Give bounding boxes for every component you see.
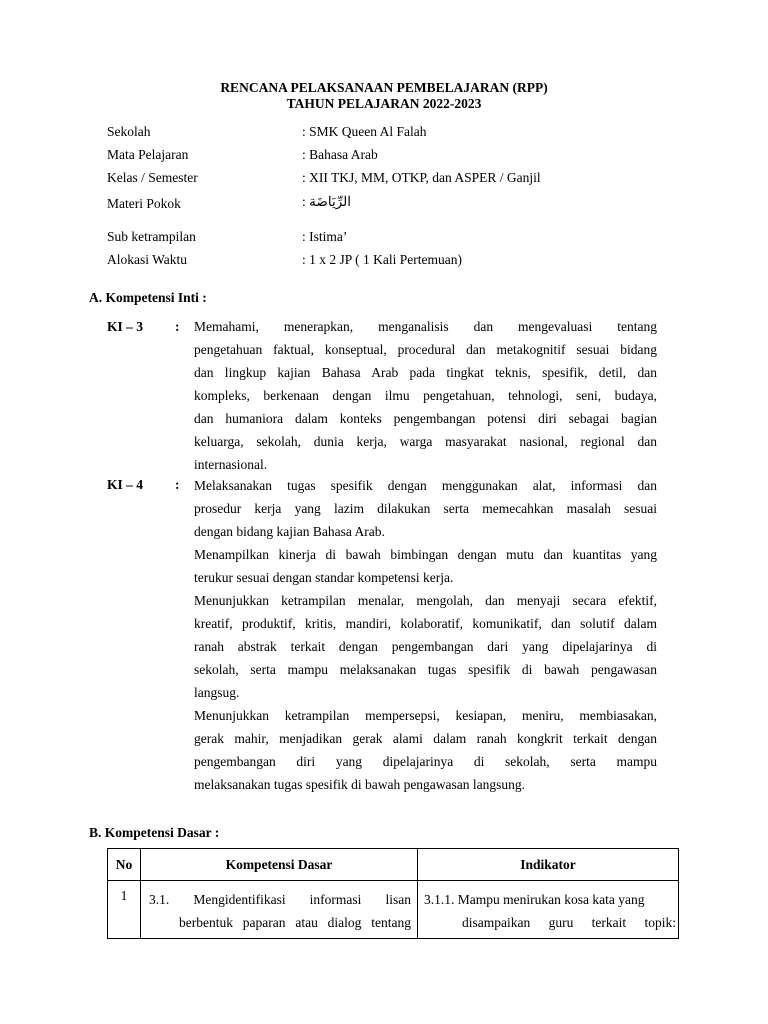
ki4-colon: : xyxy=(175,477,180,492)
ki4-line: pengembangan diri yang dipelajarinya di sekolah, serta mampu xyxy=(194,754,657,769)
document-subtitle: TAHUN PELAJARAN 2022-2023 xyxy=(286,96,482,111)
document-title: RENCANA PELAKSANAAN PEMBELAJARAN (RPP) xyxy=(220,80,548,95)
info-label-alokasi-waktu: Alokasi Waktu xyxy=(107,252,188,267)
ki4-line: ranah abstrak terkait dengan pengembangan dari yang dipelajarinya di xyxy=(194,639,657,654)
table-row xyxy=(108,881,679,939)
ki4-line: sekolah, serta mampu melaksanakan tugas spesifik di bawah pengawasan xyxy=(194,662,657,677)
info-value-kelas-semester: : XII TKJ, MM, OTKP, dan ASPER / Ganjil xyxy=(302,170,541,185)
indikator-cell xyxy=(418,881,679,939)
ki4-line: terukur sesuai dengan standar kompetensi kerja. xyxy=(194,570,454,585)
info-label-sekolah: Sekolah xyxy=(107,124,151,139)
ki4-line: Menunjukkan ketrampilan menalar, mengolah, dan menyaji secara efektif, xyxy=(194,593,657,608)
ki4-line: kreatif, produktif, kritis, mandiri, kolaboratif, komunikatif, dan solutif dalam xyxy=(194,616,657,631)
kompetensi-dasar-cell xyxy=(141,881,418,939)
column-header-indikator: Indikator xyxy=(418,849,679,881)
ki3-colon: : xyxy=(175,319,180,334)
section-b-heading: B. Kompetensi Dasar : xyxy=(89,825,220,840)
info-label-sub-ketrampilan: Sub ketrampilan xyxy=(107,229,196,244)
ki4-label: KI – 4 xyxy=(107,477,144,492)
column-header-no: No xyxy=(108,849,141,881)
ki3-text xyxy=(194,315,657,476)
ki4-line: Menampilkan kinerja di bawah bimbingan dengan mutu dan kuantitas yang xyxy=(194,547,657,562)
info-value-alokasi-waktu: : 1 x 2 JP ( 1 Kali Pertemuan) xyxy=(302,252,462,267)
ki4-line: gerak mahir, menjadikan gerak alami dalam ranah kongkrit terkait dengan xyxy=(194,731,657,746)
indikator-line: disampaikan guru terkait topik: xyxy=(462,915,676,930)
row-number: 1 xyxy=(108,881,141,939)
ki3-line: kompleks, berkenaan dengan ilmu pengetahuan, tehnologi, seni, budaya, xyxy=(194,388,657,403)
kd-line: 3.1. Mengidentifikasi informasi lisan xyxy=(149,892,411,907)
info-value-sekolah: : SMK Queen Al Falah xyxy=(302,124,427,139)
section-a-heading: A. Kompetensi Inti : xyxy=(89,290,207,305)
ki4-line: melaksanakan tugas spesifik di bawah pengawasan langsung. xyxy=(194,777,526,792)
ki3-line: keluarga, sekolah, dunia kerja, warga masyarakat nasional, regional dan xyxy=(194,434,657,449)
ki3-label: KI – 3 xyxy=(107,319,144,334)
ki4-text xyxy=(194,474,657,796)
ki4-line: Menunjukkan ketrampilan mempersepsi, kesiapan, meniru, membiasakan, xyxy=(194,708,657,723)
ki4-line: Melaksanakan tugas spesifik dengan menggunakan alat, informasi dan xyxy=(194,478,657,493)
ki3-line: Memahami, menerapkan, menganalisis dan mengevaluasi tentang xyxy=(194,319,657,334)
ki4-line: langsug. xyxy=(194,685,240,700)
ki3-line: internasional. xyxy=(194,457,268,472)
kd-line: berbentuk paparan atau dialog tentang xyxy=(179,915,411,930)
kompetensi-dasar-table xyxy=(107,848,679,939)
ki3-line: dan humaniora dalam konteks pengembangan potensi diri sebagai bagian xyxy=(194,411,657,426)
info-value-sub-ketrampilan: : Istima’ xyxy=(302,229,348,244)
info-value-materi-pokok: : الرِّيَاضَة xyxy=(302,194,352,209)
ki4-line: prosedur kerja yang lazim dilakukan serta memecahkan masalah sesuai xyxy=(194,501,657,516)
ki4-line: dengan bidang kajian Bahasa Arab. xyxy=(194,524,385,539)
indikator-line: 3.1.1. Mampu menirukan kosa kata yang xyxy=(424,892,645,907)
column-header-kompetensi-dasar: Kompetensi Dasar xyxy=(141,849,418,881)
info-label-mata-pelajaran: Mata Pelajaran xyxy=(107,147,189,162)
info-label-materi-pokok: Materi Pokok xyxy=(107,196,181,211)
info-value-mata-pelajaran: : Bahasa Arab xyxy=(302,147,378,162)
ki3-line: dan lingkup kajian Bahasa Arab pada tingkat teknis, spesifik, detil, dan xyxy=(194,365,657,380)
ki3-line: pengetahuan faktual, konseptual, procedural dan metakognitif sesuai bidang xyxy=(194,342,657,357)
info-label-kelas-semester: Kelas / Semester xyxy=(107,170,198,185)
table-header-row xyxy=(108,849,679,881)
